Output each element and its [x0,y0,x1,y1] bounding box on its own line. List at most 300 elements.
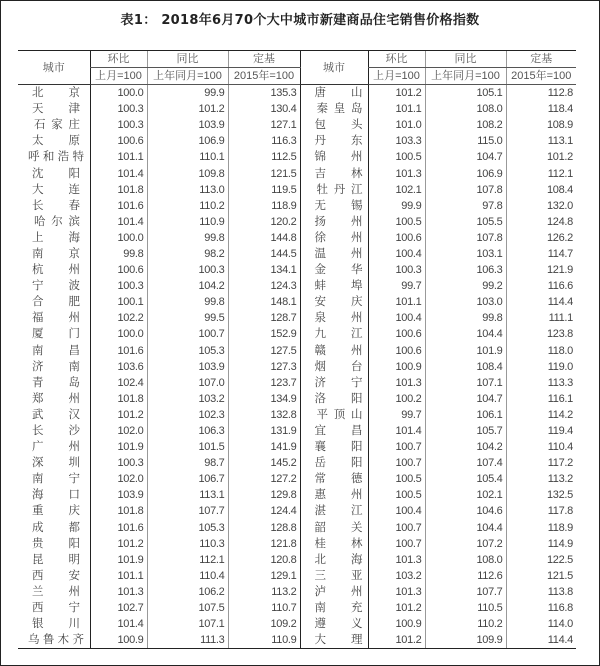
left-yoy-cell: 98.2 [147,246,228,262]
left-mom-cell: 101.6 [90,343,147,359]
left-city-cell [18,520,90,536]
left-mom-cell: 100.3 [90,117,147,133]
left-mom-cell: 101.9 [90,552,147,568]
city-name: 武汉 [32,408,80,421]
left-city-cell [18,182,90,198]
left-mom-cell: 100.3 [90,101,147,117]
left-yoy-cell: 109.8 [147,165,228,181]
left-mom-cell: 101.1 [90,568,147,584]
header-mom-right: 环比 [368,51,425,68]
city-name: 岳阳 [314,457,363,470]
left-mom-cell: 101.8 [90,182,147,198]
left-mom-cell: 102.4 [90,375,147,391]
right-mom-cell: 100.4 [368,503,425,519]
header-yoy-right: 同比 [425,51,506,68]
right-yoy-cell: 105.4 [425,471,506,487]
right-city-cell [300,85,368,102]
left-city-cell [18,165,90,181]
right-mom-cell: 103.3 [368,133,425,149]
city-name: 湛江 [314,505,363,518]
left-base-cell: 124.3 [228,278,300,294]
city-name: 襄阳 [314,441,363,454]
right-base-cell: 113.8 [506,584,576,600]
right-base-cell: 132.5 [506,487,576,503]
right-city-cell [300,133,368,149]
left-mom-cell: 100.0 [90,85,147,102]
left-city-cell [18,455,90,471]
right-yoy-cell: 104.6 [425,503,506,519]
left-base-cell: 110.7 [228,600,300,616]
right-mom-cell: 100.6 [368,230,425,246]
right-base-cell: 114.4 [506,294,576,310]
left-city-cell [18,310,90,326]
left-base-cell: 123.7 [228,375,300,391]
right-city-cell [300,584,368,600]
left-base-cell: 131.9 [228,423,300,439]
right-yoy-cell: 112.6 [425,568,506,584]
right-mom-cell: 100.4 [368,246,425,262]
right-city-cell [300,439,368,455]
city-name: 长春 [32,199,80,212]
left-mom-cell: 101.2 [90,536,147,552]
city-name: 无锡 [314,199,363,212]
right-yoy-cell: 104.4 [425,326,506,342]
left-yoy-cell: 100.3 [147,262,228,278]
header-base-left: 定基 [228,51,300,68]
right-city-cell [300,310,368,326]
right-yoy-cell: 103.1 [425,246,506,262]
table-row [18,326,576,342]
left-base-cell: 144.5 [228,246,300,262]
right-yoy-cell: 104.4 [425,520,506,536]
city-name: 惠州 [314,489,363,502]
table-row [18,230,576,246]
right-city-cell [300,616,368,632]
right-base-cell: 114.7 [506,246,576,262]
city-name: 丹东 [314,135,363,148]
left-mom-cell: 101.9 [90,439,147,455]
header-mom-left: 环比 [90,51,147,68]
table-row [18,584,576,600]
city-name: 桂林 [314,537,363,550]
right-city-cell [300,214,368,230]
left-city-cell [18,343,90,359]
left-base-cell: 110.9 [228,632,300,649]
right-mom-cell: 103.2 [368,568,425,584]
right-mom-cell: 100.5 [368,487,425,503]
left-yoy-cell: 112.1 [147,552,228,568]
left-base-cell: 128.8 [228,520,300,536]
left-yoy-cell: 99.8 [147,294,228,310]
table-row [18,85,576,102]
left-yoy-cell: 107.0 [147,375,228,391]
left-mom-cell: 103.9 [90,487,147,503]
table-row [18,407,576,423]
city-name: 秦皇岛 [316,103,363,116]
city-name: 海口 [32,489,80,502]
left-mom-cell: 102.0 [90,471,147,487]
left-city-cell [18,198,90,214]
city-name: 宁波 [32,280,80,293]
right-city-cell [300,600,368,616]
city-name: 泸州 [314,585,363,598]
table-row [18,117,576,133]
right-yoy-cell: 110.5 [425,600,506,616]
right-base-cell: 110.4 [506,439,576,455]
right-mom-cell: 101.1 [368,101,425,117]
right-yoy-cell: 99.2 [425,278,506,294]
left-mom-cell: 101.6 [90,520,147,536]
left-mom-cell: 101.8 [90,503,147,519]
right-mom-cell: 99.9 [368,198,425,214]
right-mom-cell: 100.5 [368,149,425,165]
right-base-cell: 116.6 [506,278,576,294]
city-name: 蚌埠 [314,280,363,293]
subheader-mom-left: 上月=100 [90,68,147,85]
right-base-cell: 118.0 [506,343,576,359]
table-row [18,503,576,519]
right-yoy-cell: 115.0 [425,133,506,149]
left-base-cell: 120.2 [228,214,300,230]
subheader-yoy-right: 上年同月=100 [425,68,506,85]
left-yoy-cell: 103.9 [147,359,228,375]
table-row [18,391,576,407]
left-base-cell: 120.8 [228,552,300,568]
left-city-cell [18,278,90,294]
left-mom-cell: 100.0 [90,230,147,246]
left-base-cell: 116.3 [228,133,300,149]
city-name: 洛阳 [314,392,363,405]
right-mom-cell: 101.3 [368,165,425,181]
right-yoy-cell: 105.1 [425,85,506,102]
table-row [18,487,576,503]
right-mom-cell: 100.6 [368,343,425,359]
right-base-cell: 126.2 [506,230,576,246]
left-yoy-cell: 99.8 [147,230,228,246]
city-name: 金华 [314,264,363,277]
left-base-cell: 135.3 [228,85,300,102]
left-base-cell: 113.2 [228,584,300,600]
right-base-cell: 117.2 [506,455,576,471]
right-yoy-cell: 107.1 [425,375,506,391]
left-city-cell [18,294,90,310]
city-name: 天津 [32,103,80,116]
right-city-cell [300,455,368,471]
right-yoy-cell: 99.8 [425,310,506,326]
left-yoy-cell: 99.5 [147,310,228,326]
city-name: 沈阳 [32,167,80,180]
city-name: 兰州 [32,585,80,598]
left-city-cell [18,503,90,519]
city-name: 昆明 [32,553,80,566]
table-row [18,149,576,165]
left-mom-cell: 100.0 [90,326,147,342]
city-name: 广州 [32,441,80,454]
right-city-cell [300,487,368,503]
city-name: 锦州 [314,151,363,164]
table-row [18,471,576,487]
right-city-cell [300,326,368,342]
city-name: 西安 [32,569,80,582]
right-city-cell [300,471,368,487]
left-base-cell: 144.8 [228,230,300,246]
left-base-cell: 134.1 [228,262,300,278]
left-city-cell [18,552,90,568]
left-yoy-cell: 106.2 [147,584,228,600]
left-yoy-cell: 106.9 [147,133,228,149]
table-title: 表1： 2018年6月70个大中城市新建商品住宅销售价格指数 [120,13,480,28]
left-mom-cell: 101.4 [90,165,147,181]
left-city-cell [18,616,90,632]
city-name: 贵阳 [32,537,80,550]
left-city-cell [18,326,90,342]
city-name: 安庆 [314,296,363,309]
left-mom-cell: 101.1 [90,149,147,165]
right-base-cell: 117.8 [506,503,576,519]
right-city-cell [300,552,368,568]
right-mom-cell: 101.3 [368,552,425,568]
left-mom-cell: 102.7 [90,600,147,616]
table-row [18,600,576,616]
city-name: 包头 [314,119,363,132]
right-city-cell [300,262,368,278]
left-yoy-cell: 107.5 [147,600,228,616]
right-base-cell: 118.4 [506,101,576,117]
city-name: 牡丹江 [316,183,363,196]
left-mom-cell: 102.2 [90,310,147,326]
right-city-cell [300,117,368,133]
right-yoy-cell: 108.0 [425,101,506,117]
city-name: 大连 [32,183,80,196]
table-row [18,375,576,391]
city-name: 深圳 [32,457,80,470]
right-city-cell [300,503,368,519]
left-city-cell [18,407,90,423]
right-yoy-cell: 106.9 [425,165,506,181]
left-base-cell: 148.1 [228,294,300,310]
left-base-cell: 129.8 [228,487,300,503]
left-yoy-cell: 107.7 [147,503,228,519]
left-city-cell [18,471,90,487]
left-base-cell: 119.5 [228,182,300,198]
right-yoy-cell: 106.3 [425,262,506,278]
city-name: 南京 [32,247,80,260]
right-city-cell [300,391,368,407]
right-yoy-cell: 107.8 [425,230,506,246]
left-mom-cell: 100.3 [90,278,147,294]
right-yoy-cell: 107.7 [425,584,506,600]
right-base-cell: 121.9 [506,262,576,278]
left-yoy-cell: 110.1 [147,149,228,165]
left-city-cell [18,85,90,102]
right-base-cell: 119.0 [506,359,576,375]
city-name: 乌鲁木齐 [28,634,84,647]
table-row [18,133,576,149]
city-name: 哈尔滨 [34,215,80,228]
header-city-right: 城市 [300,51,368,85]
left-city-cell [18,117,90,133]
right-mom-cell: 100.2 [368,391,425,407]
right-mom-cell: 100.4 [368,310,425,326]
right-mom-cell: 102.1 [368,182,425,198]
right-city-cell [300,632,368,649]
header-city-left: 城市 [18,51,90,85]
right-mom-cell: 101.4 [368,423,425,439]
city-name: 郑州 [32,392,80,405]
left-city-cell [18,439,90,455]
left-city-cell [18,133,90,149]
table-row [18,165,576,181]
right-base-cell: 108.9 [506,117,576,133]
right-city-cell [300,278,368,294]
right-yoy-cell: 107.4 [425,455,506,471]
right-mom-cell: 100.5 [368,471,425,487]
left-city-cell [18,101,90,117]
table-row [18,423,576,439]
right-mom-cell: 101.3 [368,375,425,391]
left-base-cell: 109.2 [228,616,300,632]
right-yoy-cell: 107.8 [425,182,506,198]
table-row [18,198,576,214]
city-name: 济宁 [314,376,363,389]
right-base-cell: 111.1 [506,310,576,326]
city-name: 三亚 [314,569,363,582]
right-city-cell [300,536,368,552]
table-row [18,262,576,278]
left-base-cell: 128.7 [228,310,300,326]
right-mom-cell: 101.0 [368,117,425,133]
right-base-cell: 112.8 [506,85,576,102]
left-base-cell: 118.9 [228,198,300,214]
city-name: 重庆 [32,505,80,518]
left-city-cell [18,262,90,278]
table-row [18,214,576,230]
right-yoy-cell: 107.2 [425,536,506,552]
right-city-cell [300,230,368,246]
right-base-cell: 122.5 [506,552,576,568]
city-name: 北京 [32,87,80,100]
right-yoy-cell: 106.1 [425,407,506,423]
left-mom-cell: 103.6 [90,359,147,375]
right-city-cell [300,149,368,165]
right-city-cell [300,375,368,391]
right-city-cell [300,182,368,198]
right-base-cell: 132.0 [506,198,576,214]
city-name: 长沙 [32,425,80,438]
subheader-base-right: 2015年=100 [506,68,576,85]
right-mom-cell: 100.7 [368,439,425,455]
left-base-cell: 145.2 [228,455,300,471]
left-base-cell: 127.3 [228,359,300,375]
left-yoy-cell: 106.3 [147,423,228,439]
right-base-cell: 112.1 [506,165,576,181]
city-name: 太原 [32,135,80,148]
right-base-cell: 114.4 [506,632,576,649]
city-name: 成都 [32,521,80,534]
left-yoy-cell: 101.2 [147,101,228,117]
left-mom-cell: 100.6 [90,133,147,149]
city-name: 九江 [314,328,363,341]
right-mom-cell: 101.2 [368,600,425,616]
right-mom-cell: 100.9 [368,359,425,375]
left-mom-cell: 100.1 [90,294,147,310]
left-yoy-cell: 102.3 [147,407,228,423]
city-name: 韶关 [314,521,363,534]
left-base-cell: 127.2 [228,471,300,487]
left-mom-cell: 101.4 [90,616,147,632]
left-yoy-cell: 110.2 [147,198,228,214]
left-city-cell [18,487,90,503]
right-yoy-cell: 110.2 [425,616,506,632]
left-base-cell: 129.1 [228,568,300,584]
left-yoy-cell: 100.7 [147,326,228,342]
left-yoy-cell: 113.0 [147,182,228,198]
right-yoy-cell: 103.0 [425,294,506,310]
left-mom-cell: 101.6 [90,198,147,214]
right-base-cell: 116.8 [506,600,576,616]
left-city-cell [18,584,90,600]
right-mom-cell: 99.7 [368,407,425,423]
left-yoy-cell: 110.3 [147,536,228,552]
left-base-cell: 152.9 [228,326,300,342]
left-yoy-cell: 107.1 [147,616,228,632]
left-city-cell [18,600,90,616]
table-row [18,568,576,584]
left-city-cell [18,359,90,375]
right-base-cell: 114.2 [506,407,576,423]
left-city-cell [18,536,90,552]
price-index-table [18,50,576,649]
left-yoy-cell: 103.9 [147,117,228,133]
subheader-yoy-left: 上年同月=100 [147,68,228,85]
right-yoy-cell: 102.1 [425,487,506,503]
left-city-cell [18,423,90,439]
left-city-cell [18,568,90,584]
right-base-cell: 113.1 [506,133,576,149]
table-row [18,182,576,198]
right-city-cell [300,294,368,310]
left-city-cell [18,375,90,391]
left-mom-cell: 101.4 [90,214,147,230]
left-base-cell: 127.1 [228,117,300,133]
right-city-cell [300,165,368,181]
left-base-cell: 130.4 [228,101,300,117]
right-city-cell [300,343,368,359]
left-yoy-cell: 105.3 [147,343,228,359]
right-base-cell: 118.9 [506,520,576,536]
header-base-right: 定基 [506,51,576,68]
left-base-cell: 127.5 [228,343,300,359]
right-mom-cell: 100.3 [368,262,425,278]
left-mom-cell: 101.3 [90,584,147,600]
left-mom-cell: 100.9 [90,632,147,649]
right-yoy-cell: 108.4 [425,359,506,375]
right-city-cell [300,246,368,262]
city-name: 石家庄 [34,119,80,132]
table-row [18,343,576,359]
right-city-cell [300,423,368,439]
subheader-base-left: 2015年=100 [228,68,300,85]
right-city-cell [300,359,368,375]
left-base-cell: 141.9 [228,439,300,455]
left-base-cell: 132.8 [228,407,300,423]
right-mom-cell: 101.1 [368,294,425,310]
left-yoy-cell: 106.7 [147,471,228,487]
city-name: 赣州 [314,344,363,357]
right-base-cell: 101.2 [506,149,576,165]
table-row [18,552,576,568]
city-name: 吉林 [314,167,363,180]
